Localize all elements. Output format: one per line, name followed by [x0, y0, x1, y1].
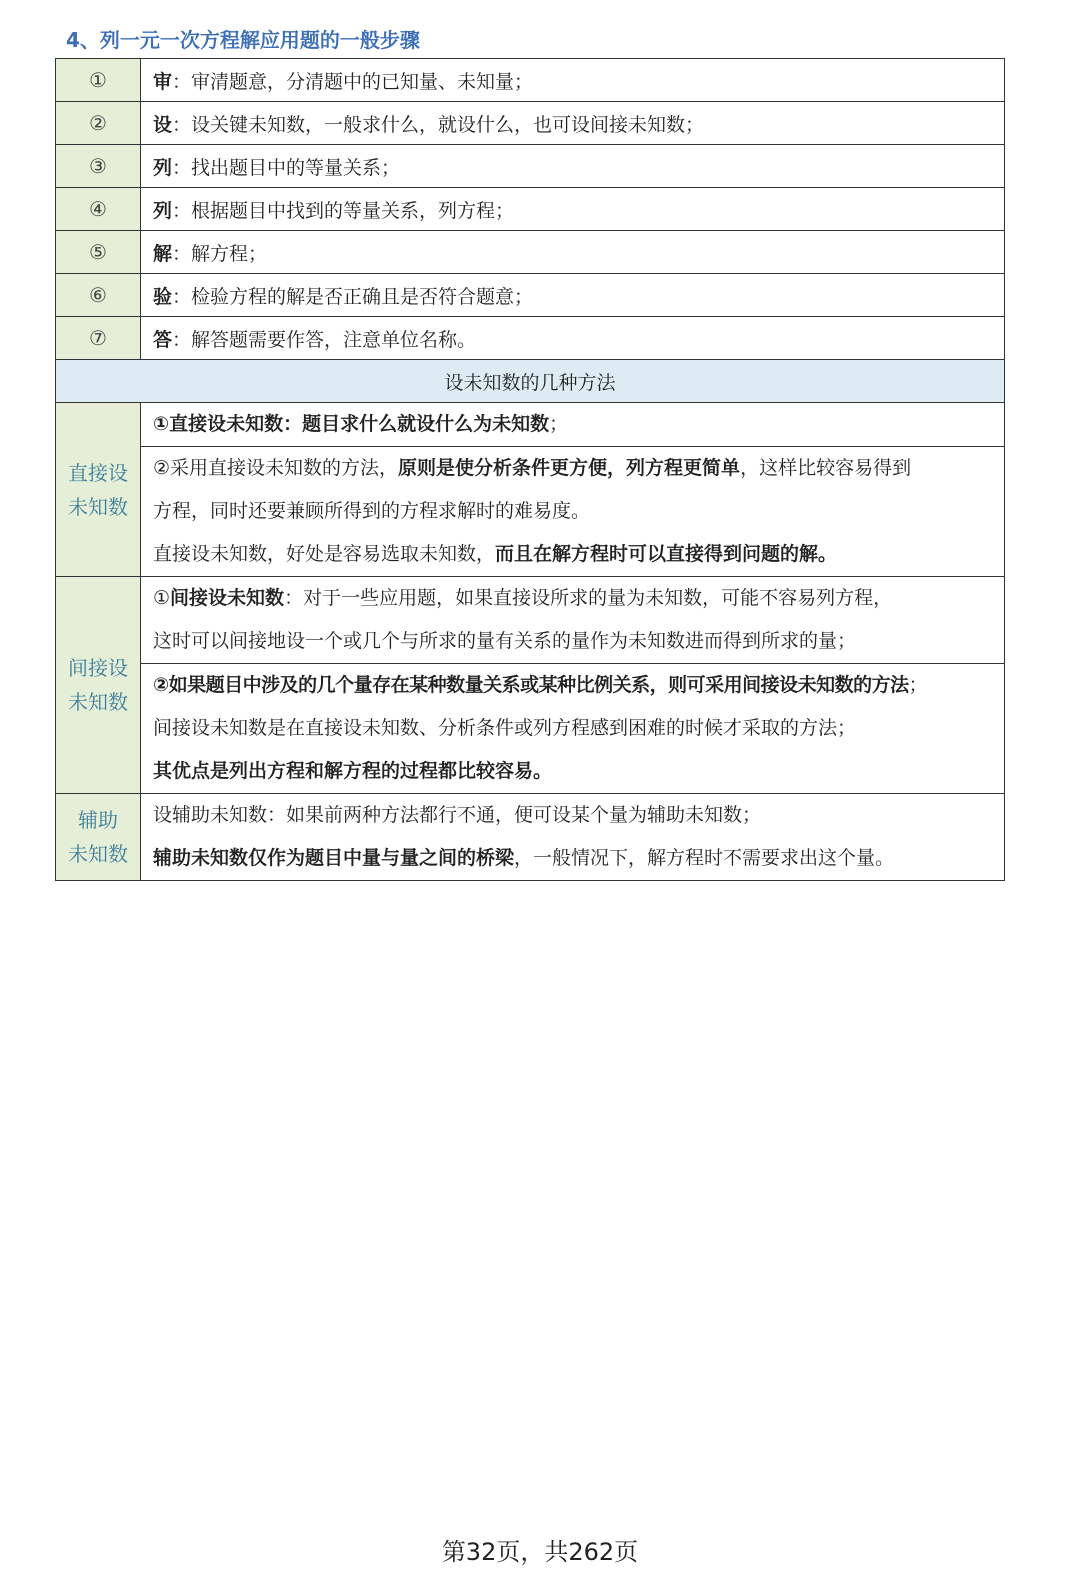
step-number: ⑦ [56, 317, 141, 360]
auxiliary-method-label [56, 794, 141, 881]
text-line [153, 750, 992, 793]
text: ； [549, 413, 569, 435]
text: ，一般情况下，解方程时不需要求出这个量。 [514, 847, 895, 869]
text: ； [908, 674, 928, 696]
text-line [153, 837, 992, 880]
step-key: 解 [153, 242, 173, 265]
label-line: 未知数 [68, 690, 128, 714]
direct-method-row [56, 403, 1005, 577]
step-number: ① [56, 59, 141, 102]
text-line: 间接设未知数是在直接设未知数、分析条件或列方程感到困难的时候才采取的方法； [153, 717, 857, 739]
step-row-6 [56, 274, 1005, 317]
step-row-2 [56, 102, 1005, 145]
step-row-1 [56, 59, 1005, 102]
text-line [153, 403, 992, 446]
step-key: 答 [153, 328, 173, 351]
text-line [153, 447, 992, 490]
step-row-4 [56, 188, 1005, 231]
step-desc: ：设关键未知数，一般求什么，就设什么，也可设间接未知数； [172, 113, 705, 136]
step-desc: ：找出题目中的等量关系； [172, 156, 401, 179]
section-header: 设未知数的几种方法 [56, 360, 1005, 403]
step-text [141, 274, 1005, 317]
section-title: 4、列一元一次方程解应用题的一般步骤 [66, 28, 420, 52]
inner-block [141, 663, 1004, 793]
step-number: ⑥ [56, 274, 141, 317]
step-number: ③ [56, 145, 141, 188]
text-line: 方程，同时还要兼顾所得到的方程求解时的难易度。 [153, 500, 591, 522]
auxiliary-method-content [141, 794, 1005, 881]
step-key: 审 [153, 70, 173, 93]
step-text [141, 59, 1005, 102]
bold-text: 辅助未知数仅作为题目中量与量之间的桥梁 [153, 847, 515, 869]
auxiliary-method-row [56, 794, 1005, 881]
label-line: 辅助 [78, 808, 118, 832]
text: 直接设未知数，好处是容易选取未知数， [153, 543, 496, 565]
text-line [153, 664, 992, 707]
label-line: 未知数 [68, 842, 128, 866]
step-desc: ：解答题需要作答，注意单位名称。 [172, 328, 477, 351]
step-number: ④ [56, 188, 141, 231]
step-row-5 [56, 231, 1005, 274]
step-desc: ：审清题意，分清题中的已知量、未知量； [172, 70, 534, 93]
bold-text: 其优点是列出方程和解方程的过程都比较容易。 [153, 760, 553, 782]
step-desc: ：解方程； [172, 242, 268, 265]
step-desc: ：根据题目中找到的等量关系，列方程； [172, 199, 515, 222]
steps-table [55, 58, 1005, 881]
step-desc: ：检验方程的解是否正确且是否符合题意； [172, 285, 534, 308]
step-key: 列 [153, 156, 173, 179]
step-row-7 [56, 317, 1005, 360]
inner-block [141, 446, 1004, 576]
step-key: 设 [153, 113, 173, 136]
step-text [141, 188, 1005, 231]
bold-text: 间接设未知数 [170, 587, 285, 609]
indirect-method-content [141, 577, 1005, 794]
step-number: ⑤ [56, 231, 141, 274]
text-line [153, 577, 992, 620]
step-number: ② [56, 102, 141, 145]
indirect-method-label [56, 577, 141, 794]
step-key: 列 [153, 199, 173, 222]
bold-text: ②如果题目中涉及的几个量存在某种数量关系或某种比例关系，则可采用间接设未知数的方法 [153, 674, 909, 696]
bold-text: 原则是使分析条件更方便，列方程更简单 [398, 457, 741, 479]
label-line: 未知数 [68, 494, 128, 519]
step-text [141, 145, 1005, 188]
step-text [141, 102, 1005, 145]
step-key: 验 [153, 285, 173, 308]
label-line: 直接设 [68, 460, 128, 485]
text-line: 这时可以间接地设一个或几个与所求的量有关系的量作为未知数进而得到所求的量； [153, 630, 857, 652]
text: ① [153, 587, 171, 609]
step-text [141, 317, 1005, 360]
text: ②采用直接设未知数的方法， [153, 457, 399, 479]
bold-text: ①直接设未知数：题目求什么就设什么为未知数 [153, 413, 550, 435]
text-line [153, 533, 992, 576]
direct-method-content [141, 403, 1005, 577]
label-line: 间接设 [68, 656, 128, 680]
text: ，这样比较容易得到 [740, 457, 912, 479]
page-number: 第32页，共262页 [441, 1538, 639, 1566]
direct-method-label [56, 403, 141, 577]
text-line: 设辅助未知数：如果前两种方法都行不通，便可设某个量为辅助未知数； [153, 804, 762, 826]
text: ：对于一些应用题，如果直接设所求的量为未知数，可能不容易列方程， [284, 587, 893, 609]
bold-text: 而且在解方程时可以直接得到问题的解。 [495, 543, 838, 565]
step-text [141, 231, 1005, 274]
indirect-method-row [56, 577, 1005, 794]
section-header-row [56, 360, 1005, 403]
step-row-3 [56, 145, 1005, 188]
